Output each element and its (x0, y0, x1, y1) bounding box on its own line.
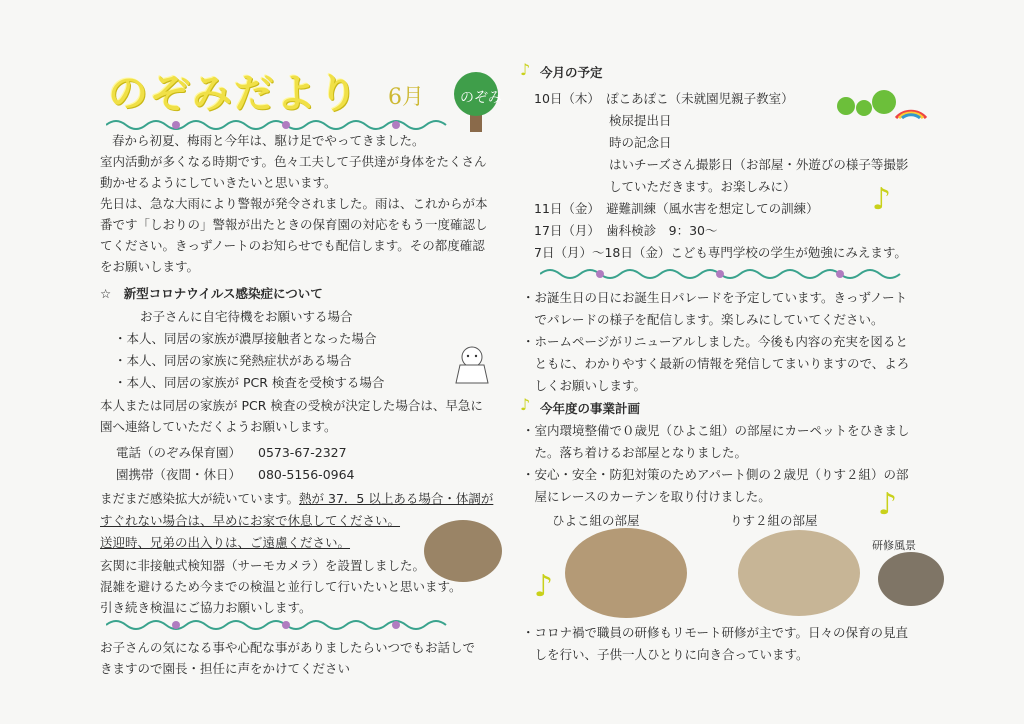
spread-warning-cont: すぐれない場合は、早めにお家で休息してください。 (100, 513, 401, 528)
schedule-line: 7日（月）～18日（金）こども専門学校の学生が勉強にみえます。 (534, 245, 907, 260)
tree-label: のぞみ (460, 90, 502, 106)
training-line: しを行い、子供一人ひとりに向き合っています。 (522, 647, 809, 662)
intro-line: 室内活動が多くなる時期です。色々工夫して子供達が身体をたくさん (100, 154, 487, 169)
notice-line: ・ホームページがリニューアルしました。今後も内容の充実を図ると (522, 334, 908, 349)
closing-line: お子さんの気になる事や心配な事がありましたらいつでもお話しで (100, 640, 476, 655)
plan-line: た。落ち着けるお部屋となりました。 (522, 445, 748, 460)
plan-heading: 今年度の事業計画 (540, 401, 641, 416)
notice-line: ・お誕生日の日にお誕生日パレードを予定しています。きっずノート (522, 290, 908, 305)
intro-line: 春から初夏、梅雨と今年は、駆け足でやってきました。 (112, 133, 425, 148)
frogs-rainbow-icon (832, 78, 928, 122)
corona-line: ・本人、同居の家族が PCR 検査を受検する場合 (114, 375, 385, 390)
corona-line: ・本人、同居の家族に発熱症状がある場合 (114, 353, 352, 368)
mobile-number: 080-5156-0964 (258, 467, 355, 482)
photo-label-risu: りす２組の部屋 (730, 513, 818, 528)
pcr-line: 本人または同居の家族が PCR 検査の受検が決定した場合は、早急に (100, 398, 483, 413)
schedule-heading: 今月の予定 (540, 65, 603, 80)
spread-text: まだまだ感染拡大が続いています。 (100, 491, 300, 506)
newsletter-title: のぞみだより (108, 70, 360, 117)
visit-line: 送迎時、兄弟の出入りは、ご遠慮ください。 (100, 535, 351, 550)
intro-line: てください。きっずノートのお知らせでも配信します。その都度確認 (100, 238, 485, 253)
hiyoko-room-photo (565, 528, 687, 618)
thermo-line: 玄関に非接触式検知器（サーモカメラ）を設置しました。 (100, 558, 426, 573)
intro-line: をお願いします。 (100, 259, 200, 274)
corona-line: ・本人、同居の家族が濃厚接触者となった場合 (114, 331, 377, 346)
month-label: 6月 (388, 85, 424, 110)
notice-line: でパレードの様子を配信します。楽しみにしていてください。 (522, 312, 884, 327)
plan-line: 屋にレースのカーテンを取り付けました。 (522, 489, 771, 504)
spread-line (100, 488, 493, 509)
schedule-line: はいチーズさん撮影日（お部屋・外遊びの様子等撮影 (534, 157, 909, 172)
plan-line: ・室内環境整備で０歳児（ひよこ組）の部屋にカーペットをひきまし (522, 423, 910, 438)
phone-label: 電話（のぞみ保育園） (116, 445, 242, 460)
thermo-line: 混雑を避けるため今までの検温と並行して行いたいと思います。 (100, 579, 462, 594)
pcr-line: 園へ連絡していただくようお願いします。 (100, 419, 337, 434)
plan-line: ・安心・安全・防犯対策のためアパート側の２歳児（りす２組）の部 (522, 467, 909, 482)
tree-icon (450, 70, 502, 134)
training-line: ・コロナ禍で職員の研修もリモート研修が主です。日々の保育の見直 (522, 625, 909, 640)
music-note-icon: ♪ (872, 182, 892, 217)
intro-line: 動かせるようにしていきたいと思います。 (100, 175, 337, 190)
schedule-line: 17日（月） 歯科検診 9：30～ (534, 223, 718, 238)
vine-divider (106, 617, 456, 633)
thermo-camera-photo (424, 520, 502, 582)
schedule-line: 時の記念日 (534, 135, 672, 150)
photo-label-hiyoko: ひよこ組の部屋 (552, 513, 640, 528)
music-note-icon: ♪ (878, 487, 898, 522)
schedule-line: 10日（木） ぽこあぽこ（未就園児親子教室） (534, 91, 794, 106)
risu-room-photo (738, 530, 860, 616)
teru-teru-bozu-icon (452, 345, 492, 387)
schedule-line: していただきます。お楽しみに） (534, 179, 796, 194)
spread-warning: 熱が 37．5 以上ある場合・体調が (299, 491, 494, 506)
music-note-icon: ♪ (520, 60, 531, 79)
notice-line: しくお願いします。 (522, 378, 647, 393)
corona-heading: ☆ 新型コロナウイルス感染症について (100, 286, 323, 301)
music-note-icon: ♪ (520, 395, 531, 414)
intro-line: 先日は、急な大雨により警報が発令されました。雨は、これからが本 (100, 196, 488, 211)
intro-line: 番です「しおりの」警報が出たときの保育園の対応をもう一度確認し (100, 217, 488, 232)
phone-number: 0573-67-2327 (258, 445, 347, 460)
vine-divider (540, 266, 910, 282)
music-note-icon: ♪ (534, 569, 554, 604)
thermo-line: 引き続き検温にご協力お願いします。 (100, 600, 312, 615)
mobile-label: 園携帯（夜間・休日） (116, 467, 242, 482)
notice-line: ともに、わかりやすく最新の情報を発信してまいりますので、よろ (522, 356, 910, 371)
corona-line: お子さんに自宅待機をお願いする場合 (140, 309, 353, 324)
schedule-line: 検尿提出日 (534, 113, 672, 128)
training-photo (878, 552, 944, 606)
closing-line: きますので園長・担任に声をかけてください (100, 661, 351, 676)
photo-label-training: 研修風景 (872, 539, 916, 552)
schedule-line: 11日（金） 避難訓練（風水害を想定しての訓練） (534, 201, 819, 216)
